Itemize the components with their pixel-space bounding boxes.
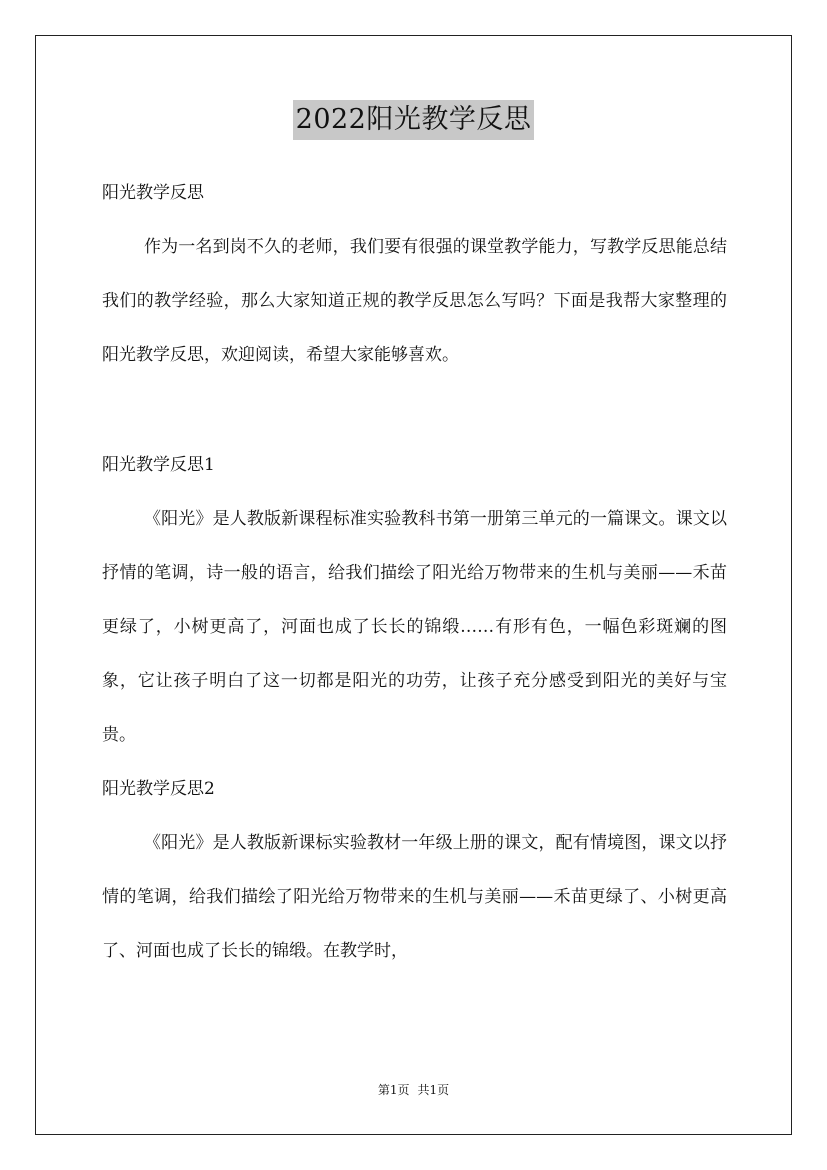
section-1-paragraph: 《阳光》是人教版新课程标准实验教科书第一册第三单元的一篇课文。课文以抒情的笔调，诗一般的语言，给我们描绘了阳光给万物带来的生机与美丽——禾苗更绿了，小树更高了，河面也成了长长的锦缎……有形有色，一幅色彩斑斓的图象，它让孩子明白了这一切都是阳光的功劳，让孩子充分感受到阳光的美好与宝贵。 (102, 509, 727, 745)
page-number-current: 第1页 (377, 1083, 410, 1097)
document-title: 2022阳光教学反思 (293, 100, 535, 140)
page-number-total: 共1页 (417, 1083, 450, 1097)
title-container (0, 100, 827, 140)
section-spacer (102, 382, 727, 438)
document-body (102, 166, 727, 978)
section-1-heading: 阳光教学反思1 (102, 455, 215, 475)
section-2-heading: 阳光教学反思2 (102, 779, 215, 799)
page-footer (0, 1082, 827, 1098)
intro-paragraph: 作为一名到岗不久的老师，我们要有很强的课堂教学能力，写教学反思能总结我们的教学经验，那么大家知道正规的教学反思怎么写吗？下面是我帮大家整理的阳光教学反思，欢迎阅读，希望大家能够喜欢。 (102, 237, 727, 365)
section-2-paragraph: 《阳光》是人教版新课标实验教材一年级上册的课文，配有情境图，课文以抒情的笔调，给我们描绘了阳光给万物带来的生机与美丽——禾苗更绿了、小树更高了、河面也成了长长的锦缎。在教学时， (102, 833, 727, 961)
intro-heading: 阳光教学反思 (102, 183, 204, 203)
